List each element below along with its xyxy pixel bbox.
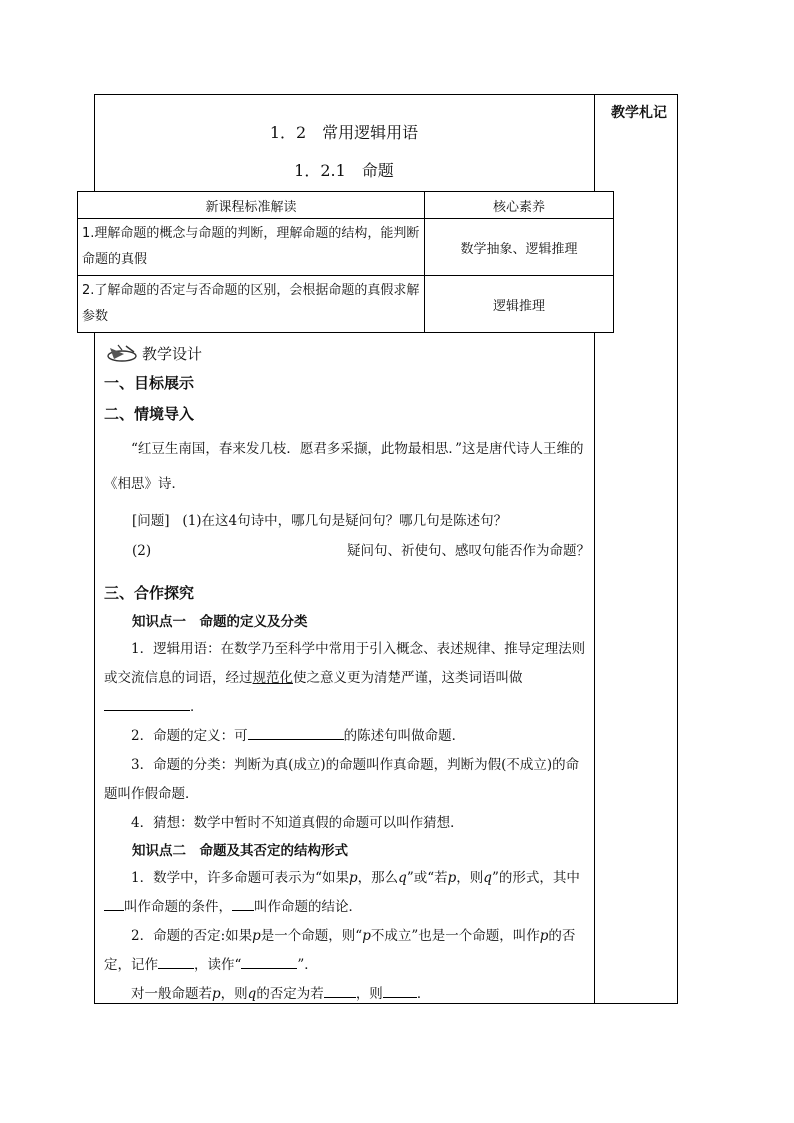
kp1-item-2-text: 2．命题的定义：可 — [131, 728, 248, 744]
knowledge-point-1-title: 知识点一 命题的定义及分类 — [132, 614, 308, 630]
kp2-text: ”或“若 — [406, 870, 448, 886]
var-p: p — [212, 986, 221, 1002]
table-header-standard: 新课程标准解读 — [78, 192, 425, 219]
kp2-text: 的否定为若 — [256, 986, 324, 1002]
question-1-text: (1)在这4句诗中，哪几句是疑问句？哪几句是陈述句？ — [182, 513, 508, 529]
question-2-number: (2) — [132, 543, 152, 559]
fill-blank — [104, 896, 124, 911]
kp2-text: 对一般命题若 — [131, 986, 212, 1002]
question-1 — [104, 506, 590, 536]
kp2-text: 1．数学中，许多命题可表示为“如果 — [131, 870, 349, 886]
kp1-item-2-text-b: 的陈述句叫做命题． — [343, 728, 466, 744]
period: ． — [190, 699, 204, 715]
kp1-item-2 — [104, 722, 590, 751]
question-2 — [104, 536, 590, 566]
kp2-text: ”的形式，其中 — [491, 870, 580, 886]
table-row — [78, 219, 614, 276]
period: ． — [416, 986, 431, 1002]
kp1-item-3: 3．命题的分类：判断为真(成立)的命题叫作真命题，判断为假(不成立)的命题叫作假命题． — [104, 757, 580, 802]
kp2-text: ”． — [297, 957, 318, 973]
kp2-item-2 — [104, 922, 590, 980]
teaching-design-icon — [104, 342, 138, 364]
fill-blank — [232, 896, 254, 911]
var-q: q — [247, 986, 257, 1002]
design-heading — [104, 338, 590, 368]
var-p: p — [252, 928, 261, 944]
kp2-text: 叫作命题的结论． — [254, 899, 362, 915]
fill-blank — [248, 725, 344, 740]
kp2-text: ，则 — [220, 986, 248, 1002]
subsection-title: 1．2.1 命题 — [294, 161, 394, 180]
teaching-notes-label: 教学札记 — [611, 105, 667, 121]
poem-paragraph: “红豆生南国，春来发几枝．愿君多采撷，此物最相思．”这是唐代诗人王维的《相思》诗． — [104, 441, 584, 492]
var-p: p — [362, 928, 371, 944]
table-header-quality: 核心素养 — [425, 192, 614, 219]
knowledge-point-2-title: 知识点二 命题及其否定的结构形式 — [132, 843, 348, 859]
kp2-item-3 — [104, 980, 590, 1009]
kp1-item-1-text: 1．逻辑用语：在数学乃至科学中常用于引入概念、表述规律、推导定理法则或交流信息的词语，经过 — [104, 641, 586, 686]
kp1-underlined-term: 规范化 — [252, 670, 293, 686]
kp2-text: ，读作“ — [194, 957, 242, 973]
kp1-item-4: 4．猜想：数学中暂时不知道真假的命题可以叫作猜想． — [131, 815, 464, 831]
table-row — [78, 276, 614, 333]
heading-goals: 一、目标展示 — [104, 374, 195, 392]
heading-explore: 三、合作探究 — [104, 584, 195, 602]
standards-table — [77, 191, 614, 333]
var-p: p — [349, 870, 358, 886]
heading-intro: 二、情境导入 — [104, 405, 195, 423]
fill-blank — [241, 954, 297, 969]
kp2-text: 的否定，记作 — [104, 928, 576, 973]
fill-blank — [324, 983, 356, 998]
kp1-item-1-text-b: 使之意义更为清楚严谨，这类词语叫做 — [293, 670, 523, 686]
standard-text: 2.了解命题的否定与否命题的区别，会根据命题的真假求解参数 — [78, 276, 425, 333]
fill-blank — [383, 983, 417, 998]
var-q: q — [483, 870, 492, 886]
design-label: 教学设计 — [142, 344, 203, 363]
kp1-item-1 — [104, 635, 590, 722]
core-quality: 数学抽象、逻辑推理 — [425, 219, 614, 276]
main-content — [104, 338, 590, 1009]
core-quality: 逻辑推理 — [425, 276, 614, 333]
fill-blank — [104, 696, 190, 711]
kp2-text: 2．命题的否定:如果 — [131, 928, 253, 944]
kp2-text: 不成立”也是一个命题，叫作 — [370, 928, 540, 944]
var-p: p — [447, 870, 457, 886]
kp2-text: ，则 — [355, 986, 383, 1002]
table-header-row — [78, 192, 614, 219]
var-q: q — [398, 870, 407, 886]
section-title: 1．2 常用逻辑用语 — [269, 123, 419, 142]
question-tag: [问题] — [132, 513, 170, 529]
kp2-item-1 — [104, 864, 590, 922]
kp2-text: ，则 — [456, 870, 484, 886]
standard-text: 1.理解命题的概念与命题的判断，理解命题的结构，能判断命题的真假 — [78, 219, 425, 276]
question-2-text: 疑问句、祈使句、感叹句能否作为命题？ — [347, 543, 590, 559]
kp2-text: 叫作命题的条件， — [124, 899, 232, 915]
fill-blank — [158, 954, 194, 969]
kp2-text: 是一个命题，则“ — [260, 928, 363, 944]
var-p: p — [539, 928, 549, 944]
kp2-text: ，那么 — [357, 870, 399, 886]
